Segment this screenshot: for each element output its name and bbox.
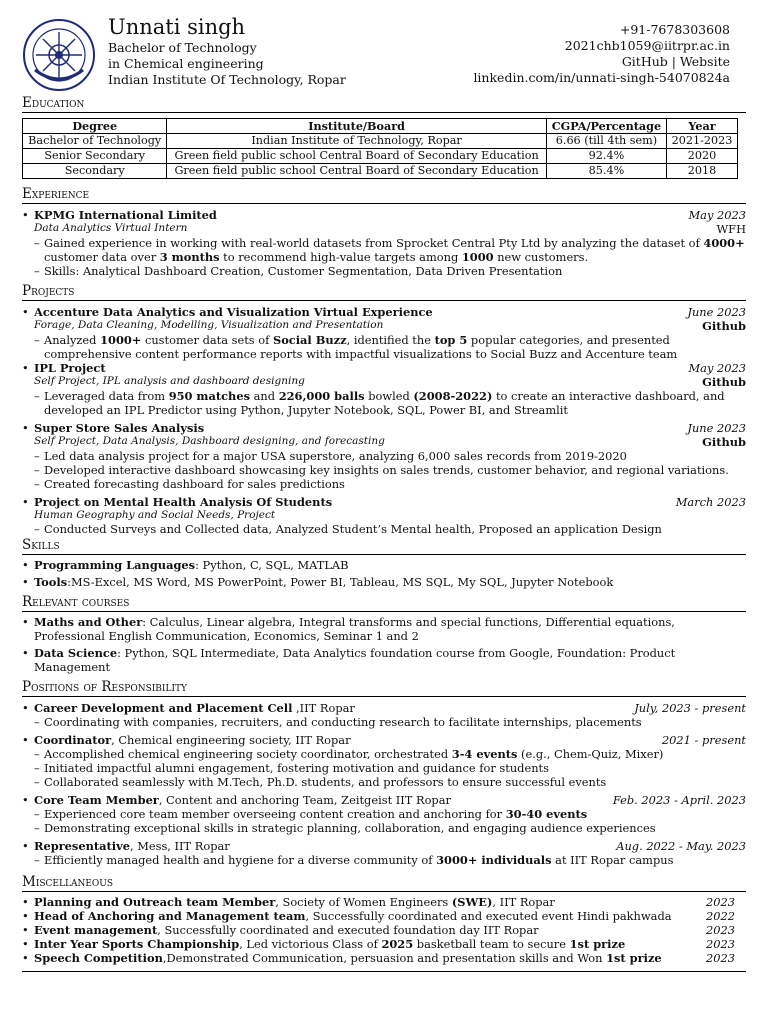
education-table — [22, 118, 738, 179]
project-subtitle: Self Project, IPL analysis and dashboard designing — [34, 375, 305, 387]
table-cell: 2018 — [667, 164, 738, 179]
misc-date: 2023 — [706, 895, 735, 909]
company-name: • KPMG International Limited — [34, 208, 217, 222]
degree: Bachelor of Technology — [108, 40, 257, 55]
candidate-name: Unnati singh — [108, 15, 246, 39]
project-bullet: – Leveraged data from 950 matches and 226,000 balls bowled (2008-2022) to create an interactive dashboard, and developed an IPL Predictor using Python, Jupyter Notebook, SQL, Power BI, and Streamlit — [34, 389, 746, 417]
project-item — [22, 361, 746, 417]
table-cell: 2020 — [667, 149, 738, 164]
experience-role: Data Analytics Virtual Intern — [34, 222, 188, 234]
project-bullet: – Conducted Surveys and Collected data, Analyzed Student’s Mental health, Proposed an application Design — [34, 522, 746, 536]
project-item — [22, 495, 746, 536]
project-title: • Accenture Data Analytics and Visualization Virtual Experience — [34, 305, 433, 319]
positions-heading: Positions of Responsibility — [22, 678, 746, 697]
experience-heading: Experience — [22, 185, 746, 204]
experience-bullet: – Skills: Analytical Dashboard Creation, Customer Segmentation, Data Driven Presentation — [34, 264, 746, 278]
project-date: June 2023 — [687, 421, 746, 435]
experience-date: May 2023 — [688, 208, 746, 222]
misc-date: 2023 — [706, 923, 735, 937]
table-cell: 92.4% — [546, 149, 666, 164]
position-date: Feb. 2023 - April. 2023 — [612, 793, 746, 807]
position-date: 2021 - present — [661, 733, 746, 747]
table-header: Degree — [23, 119, 167, 134]
experience-bullet: – Gained experience in working with real-world datasets from Sprocket Central Pty Ltd by analyzing the dataset of 4000+ customer data over 3 months to recommend high-value targets among 1000 new customers. — [34, 236, 746, 264]
resume-page — [22, 14, 746, 972]
table-row — [23, 164, 738, 179]
bottom-rule — [22, 971, 746, 972]
position-date: July, 2023 - present — [634, 701, 746, 715]
linkedin-link[interactable]: linkedin.com/in/unnati-singh-54070824a — [473, 70, 730, 85]
position-item: • Core Team Member, Content and anchoring Team, Zeitgeist IIT Ropar Feb. 2023 - April. 2023 – Experienced core team member overseeing content creation and anchoring for 30-40 events – Demonstrating exceptional skills in strategic planning, collaboration, and engaging audience experiences — [22, 793, 746, 835]
project-title: • IPL Project — [34, 361, 106, 375]
table-header: Institute/Board — [167, 119, 546, 134]
table-header: CGPA/Percentage — [546, 119, 666, 134]
skill-item: • Tools:MS-Excel, MS Word, MS PowerPoint, Power BI, Tableau, MS SQL, My SQL, Jupyter Notebook — [22, 575, 746, 589]
position-bullet: – Accomplished chemical engineering society coordinator, orchestrated 3-4 events (e.g., Chem-Quiz, Mixer) — [34, 747, 746, 761]
courses-heading: Relevant courses — [22, 593, 746, 612]
position-bullet: – Experienced core team member overseeing content creation and anchoring for 30-40 events — [34, 807, 746, 821]
position-item: • Coordinator, Chemical engineering society, IIT Ropar 2021 - present – Accomplished chemical engineering society coordinator, orchestrated 3-4 events (e.g., Chem-Quiz, Mixer) – Initiated impactful alumni engagement, fostering motivation and guidance for students – Collaborated seamlessly with M.Tech, Ph.D. students, and professors to ensure successful events — [22, 733, 746, 789]
course-item: • Data Science: Python, SQL Intermediate, Data Analytics foundation course from Google, Foundation: Product Management — [22, 646, 746, 674]
github-link[interactable]: Github — [702, 319, 746, 333]
project-subtitle: Forage, Data Cleaning, Modelling, Visualization and Presentation — [34, 319, 384, 331]
project-bullet: – Created forecasting dashboard for sales predictions — [34, 477, 746, 491]
misc-date: 2023 — [706, 951, 735, 965]
project-bullet: – Developed interactive dashboard showcasing key insights on sales trends, customer behavior, and regional variations. — [34, 463, 746, 477]
project-title: • Project on Mental Health Analysis Of Students — [34, 495, 333, 509]
projects-heading: Projects — [22, 282, 746, 301]
experience-item — [22, 208, 746, 278]
position-item: • Representative, Mess, IIT Ropar Aug. 2022 - May. 2023 – Efficiently managed health and hygiene for a diverse community of 3000+ individuals at IIT Ropar campus — [22, 839, 746, 867]
table-cell: Secondary — [23, 164, 167, 179]
education-heading: Education — [22, 94, 746, 113]
header — [22, 14, 746, 94]
misc-item: • Speech Competition,Demonstrated Communication, persuasion and presentation skills and Won 1st prize 2023 — [22, 951, 746, 965]
table-cell: 85.4% — [546, 164, 666, 179]
github-link[interactable]: Github — [702, 435, 746, 449]
position-bullet: – Initiated impactful alumni engagement, fostering motivation and guidance for students — [34, 761, 746, 775]
position-date: Aug. 2022 - May. 2023 — [616, 839, 746, 853]
project-date: June 2023 — [687, 305, 746, 319]
github-website-links[interactable]: GitHub | Website — [621, 54, 730, 69]
position-bullet: – Efficiently managed health and hygiene for a diverse community of 3000+ individuals at IIT Ropar campus — [34, 853, 746, 867]
course-item: • Maths and Other: Calculus, Linear algebra, Integral transforms and special functions, Differential equations, Professional English Communication, Economics, Seminar 1 and 2 — [22, 615, 746, 643]
github-link[interactable]: Github — [702, 375, 746, 389]
iit-ropar-emblem-icon — [22, 18, 96, 92]
email-link[interactable]: 2021chb1059@iitrpr.ac.in — [564, 38, 730, 53]
table-cell: Indian Institute of Technology, Ropar — [167, 134, 546, 149]
position-bullet: – Collaborated seamlessly with M.Tech, Ph.D. students, and professors to ensure successful events — [34, 775, 746, 789]
position-bullet: – Demonstrating exceptional skills in strategic planning, collaboration, and engaging audience experiences — [34, 821, 746, 835]
table-cell: Green field public school Central Board of Secondary Education — [167, 149, 546, 164]
experience-mode: WFH — [716, 222, 746, 236]
misc-heading: Miscellaneous — [22, 873, 746, 892]
branch: in Chemical engineering — [108, 56, 264, 71]
phone: +91-7678303608 — [619, 22, 730, 37]
table-cell: 6.66 (till 4th sem) — [546, 134, 666, 149]
table-cell: Bachelor of Technology — [23, 134, 167, 149]
project-item — [22, 305, 746, 361]
misc-item: • Planning and Outreach team Member, Society of Women Engineers (SWE), IIT Ropar 2023 — [22, 895, 746, 909]
project-bullet: – Led data analysis project for a major USA superstore, analyzing 6,000 sales records from 2019-2020 — [34, 449, 746, 463]
table-row — [23, 134, 738, 149]
table-cell: 2021-2023 — [667, 134, 738, 149]
project-subtitle: Self Project, Data Analysis, Dashboard designing, and forecasting — [34, 435, 385, 447]
misc-item: • Head of Anchoring and Management team, Successfully coordinated and executed event Hindi pakhwada 2022 — [22, 909, 746, 923]
project-date: May 2023 — [688, 361, 746, 375]
table-cell: Senior Secondary — [23, 149, 167, 164]
project-date: March 2023 — [675, 495, 746, 509]
project-subtitle: Human Geography and Social Needs, Project — [34, 509, 276, 521]
table-header: Year — [667, 119, 738, 134]
institute: Indian Institute Of Technology, Ropar — [108, 72, 346, 87]
table-header-row — [23, 119, 738, 134]
project-item — [22, 421, 746, 491]
misc-date: 2022 — [706, 909, 735, 923]
position-bullet: – Coordinating with companies, recruiters, and conducting research to facilitate internships, placements — [34, 715, 746, 729]
project-title: • Super Store Sales Analysis — [34, 421, 205, 435]
misc-item: • Event management, Successfully coordinated and executed foundation day IIT Ropar 2023 — [22, 923, 746, 937]
skills-heading: Skills — [22, 536, 746, 555]
table-row — [23, 149, 738, 164]
misc-item: • Inter Year Sports Championship, Led victorious Class of 2025 basketball team to secure 1st prize 2023 — [22, 937, 746, 951]
skill-item: • Programming Languages: Python, C, SQL, MATLAB — [22, 558, 746, 572]
project-bullet: – Analyzed 1000+ customer data sets of Social Buzz, identified the top 5 popular categories, and presented comprehensive content performance reports with impactful visualizations to Social Buzz and Accenture team — [34, 333, 746, 361]
misc-date: 2023 — [706, 937, 735, 951]
table-cell: Green field public school Central Board of Secondary Education — [167, 164, 546, 179]
position-item: • Career Development and Placement Cell ,IIT Ropar July, 2023 - present – Coordinating with companies, recruiters, and conducting research to facilitate internships, placements — [22, 701, 746, 729]
